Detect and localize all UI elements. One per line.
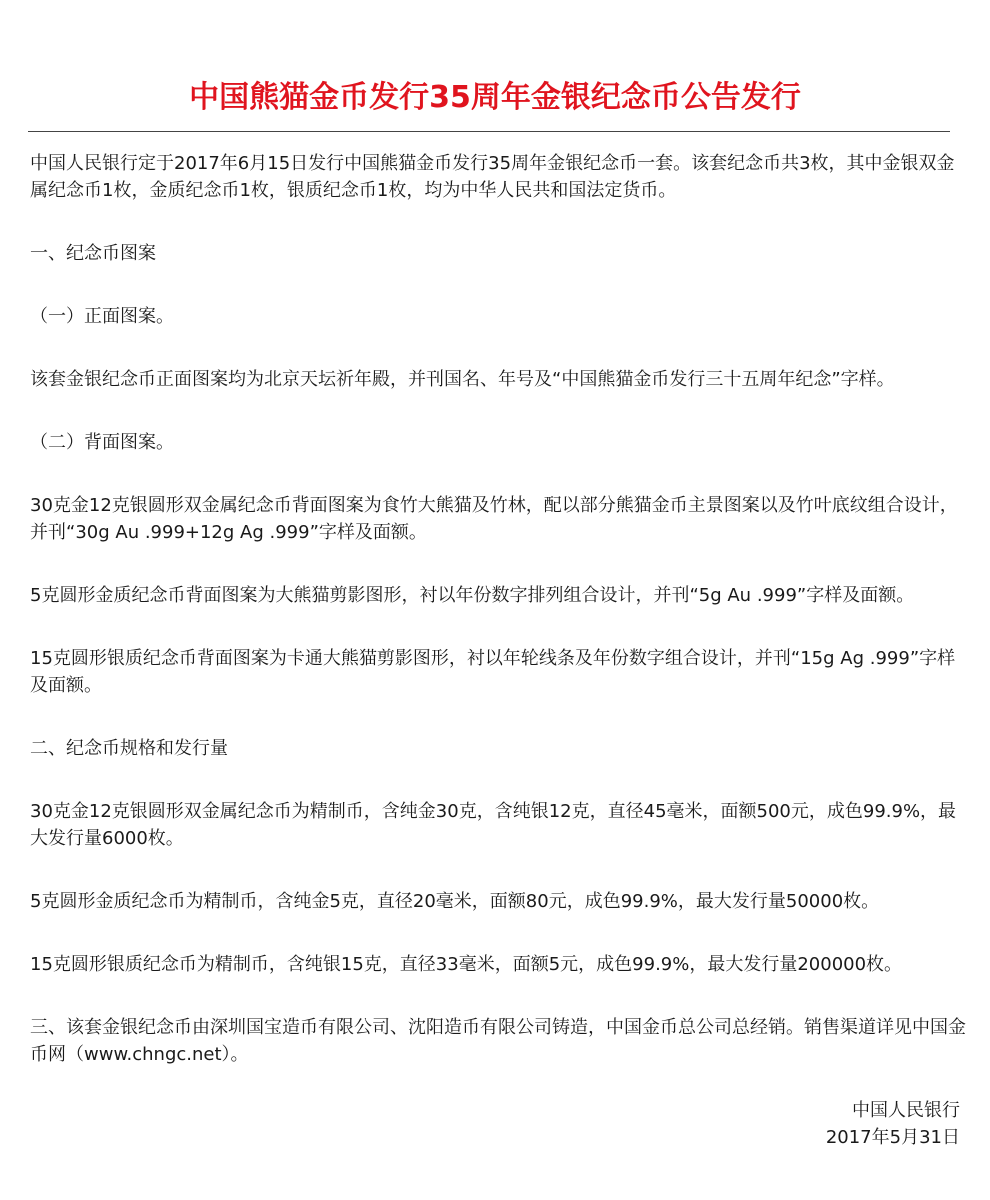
- reverse-gold-description: 5克圆形金质纪念币背面图案为大熊猫剪影图形，衬以年份数字排列组合设计，并刊“5g Au .999”字样及面额。: [30, 585, 915, 606]
- page-title: 中国熊猫金币发行35周年金银纪念币公告发行: [189, 80, 801, 115]
- spec-gold: 5克圆形金质纪念币为精制币，含纯金5克，直径20毫米，面额80元，成色99.9%，最大发行量50000枚。: [30, 891, 880, 912]
- reverse-bimetal-description: 30克金12克银圆形双金属纪念币背面图案为食竹大熊猫及竹林，配以部分熊猫金币主景图案以及竹叶底纹组合设计，并刊“30g Au .999+12g Ag .999”字样及面额。: [30, 495, 958, 543]
- subheading-reverse: （二）背面图案。: [30, 432, 174, 453]
- spec-silver: 15克圆形银质纪念币为精制币，含纯银15克，直径33毫米，面额5元，成色99.9%，最大发行量200000枚。: [30, 954, 903, 975]
- section-heading-specs: 二、纪念币规格和发行量: [30, 738, 228, 759]
- reverse-silver-description: 15克圆形银质纪念币背面图案为卡通大熊猫剪影图形，衬以年轮线条及年份数字组合设计，并刊“15g Ag .999”字样及面额。: [30, 648, 956, 696]
- obverse-description: 该套金银纪念币正面图案均为北京天坛祈年殿，并刊国名、年号及“中国熊猫金币发行三十五周年纪念”字样。: [30, 369, 895, 390]
- issue-date: 2017年5月31日: [825, 1127, 960, 1148]
- intro-paragraph: 中国人民银行定于2017年6月15日发行中国熊猫金币发行35周年金银纪念币一套。该套纪念币共3枚，其中金银双金属纪念币1枚，金质纪念币1枚，银质纪念币1枚，均为中华人民共和国法定货币。: [30, 153, 955, 201]
- announcement-body: [30, 150, 966, 1104]
- title-divider: [28, 131, 950, 132]
- spec-bimetal: 30克金12克银圆形双金属纪念币为精制币，含纯金30克，含纯银12克，直径45毫米，面额500元，成色99.9%，最大发行量6000枚。: [30, 801, 957, 849]
- signature-block: [826, 1097, 960, 1151]
- issuer-name: 中国人民银行: [852, 1100, 960, 1121]
- section-heading-design: 一、纪念币图案: [30, 243, 156, 264]
- subheading-obverse: （一）正面图案。: [30, 306, 174, 327]
- section-mint-distribution: 三、该套金银纪念币由深圳国宝造币有限公司、沈阳造币有限公司铸造，中国金币总公司总经销。销售渠道详见中国金币网（www.chngc.net）。: [30, 1017, 966, 1065]
